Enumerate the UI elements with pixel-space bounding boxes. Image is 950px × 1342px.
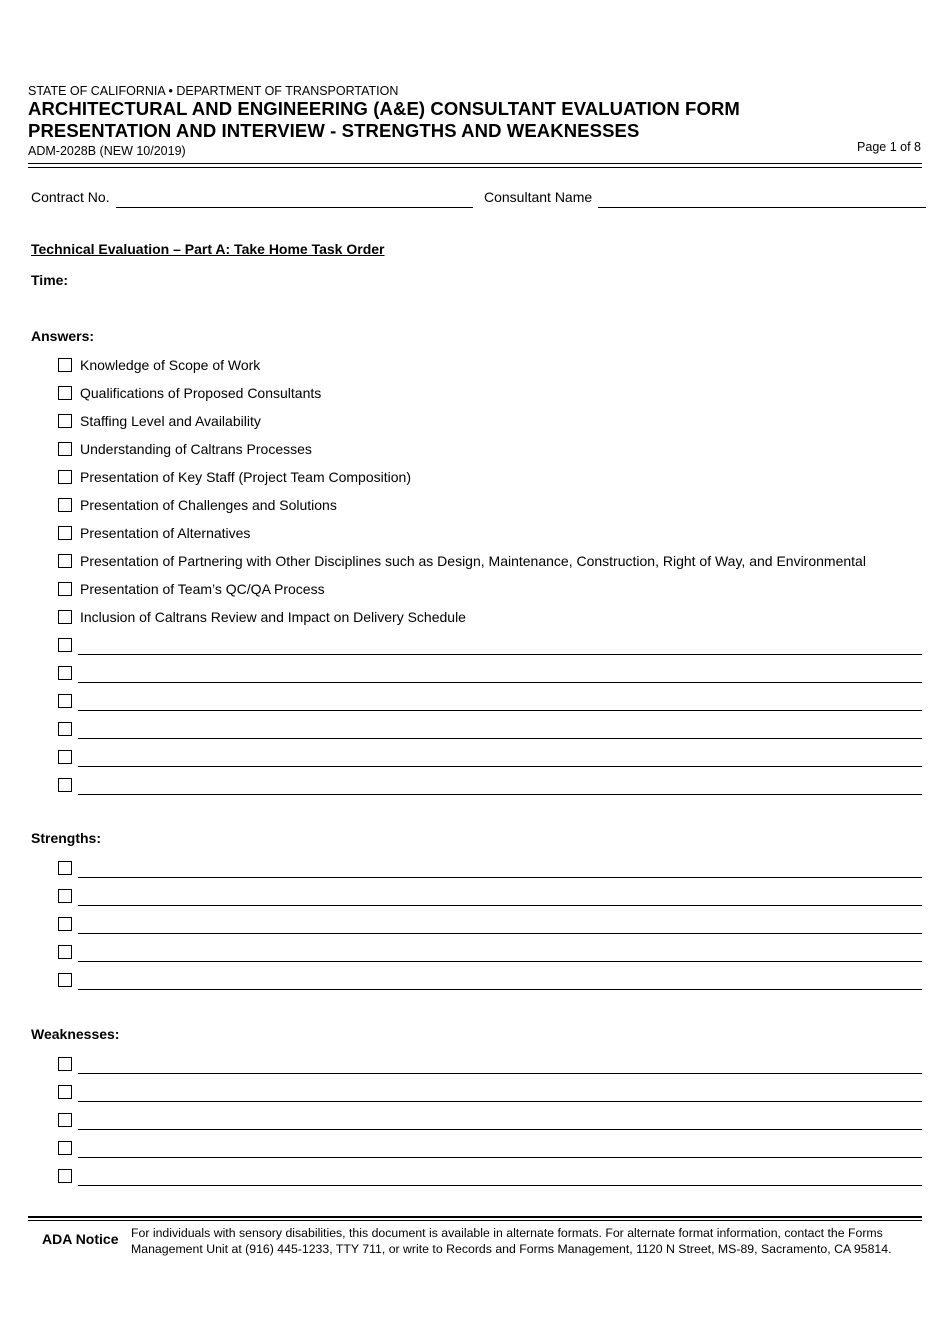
strength-checkbox[interactable] bbox=[58, 861, 72, 875]
answer-checkbox[interactable] bbox=[58, 358, 72, 372]
strength-input[interactable] bbox=[78, 916, 922, 934]
answer-item-label: Presentation of Team’s QC/QA Process bbox=[80, 581, 325, 597]
answer-item-label: Presentation of Key Staff (Project Team Composition) bbox=[80, 469, 411, 485]
form-number: ADM-2028B (NEW 10/2019) bbox=[28, 144, 186, 158]
section-heading: Technical Evaluation – Part A: Take Home Task Order bbox=[31, 241, 385, 257]
strength-checkbox[interactable] bbox=[58, 945, 72, 959]
weakness-item bbox=[58, 1112, 922, 1130]
answer-checkbox[interactable] bbox=[58, 470, 72, 484]
answer-item-label: Presentation of Challenges and Solutions bbox=[80, 497, 337, 513]
answer-item-label: Presentation of Partnering with Other Disciplines such as Design, Maintenance, Construction, Right of Way, and Environmental bbox=[80, 553, 866, 569]
answer-blank-item bbox=[58, 665, 922, 683]
form-title: ARCHITECTURAL AND ENGINEERING (A&E) CONSULTANT EVALUATION FORM bbox=[28, 98, 740, 119]
weakness-checkbox[interactable] bbox=[58, 1085, 72, 1099]
answer-item-label: Qualifications of Proposed Consultants bbox=[80, 385, 322, 401]
weaknesses-label: Weaknesses: bbox=[31, 1026, 120, 1042]
answer-checkbox[interactable] bbox=[58, 610, 72, 624]
answer-checkbox[interactable] bbox=[58, 666, 72, 680]
strength-checkbox[interactable] bbox=[58, 973, 72, 987]
strength-input[interactable] bbox=[78, 860, 922, 878]
strength-item bbox=[58, 944, 922, 962]
answer-blank-input[interactable] bbox=[78, 777, 922, 795]
answer-item-label: Staffing Level and Availability bbox=[80, 413, 261, 429]
weakness-item bbox=[58, 1084, 922, 1102]
page-number: Page 1 of 8 bbox=[857, 140, 921, 154]
weakness-checkbox[interactable] bbox=[58, 1113, 72, 1127]
strength-checkbox[interactable] bbox=[58, 889, 72, 903]
weakness-item bbox=[58, 1140, 922, 1158]
answer-item bbox=[58, 497, 922, 515]
answer-item bbox=[58, 385, 922, 403]
weakness-checkbox[interactable] bbox=[58, 1141, 72, 1155]
answer-item bbox=[58, 441, 922, 459]
weakness-input[interactable] bbox=[78, 1112, 922, 1130]
answer-checkbox[interactable] bbox=[58, 638, 72, 652]
answer-checkbox[interactable] bbox=[58, 722, 72, 736]
strength-item bbox=[58, 860, 922, 878]
answer-item bbox=[58, 469, 922, 487]
consultant-name-input[interactable] bbox=[598, 190, 926, 208]
answer-checkbox[interactable] bbox=[58, 694, 72, 708]
answer-blank-input[interactable] bbox=[78, 637, 922, 655]
answer-checkbox[interactable] bbox=[58, 750, 72, 764]
answer-item-label: Inclusion of Caltrans Review and Impact on Delivery Schedule bbox=[80, 609, 466, 625]
header-rule-bottom bbox=[28, 167, 922, 168]
consultant-name-label: Consultant Name bbox=[484, 189, 593, 205]
answer-checkbox[interactable] bbox=[58, 442, 72, 456]
answer-checkbox[interactable] bbox=[58, 498, 72, 512]
answer-checkbox[interactable] bbox=[58, 778, 72, 792]
time-label: Time: bbox=[31, 272, 69, 288]
answer-blank-item bbox=[58, 749, 922, 767]
contract-no-input[interactable] bbox=[116, 190, 473, 208]
answer-checkbox[interactable] bbox=[58, 554, 72, 568]
answer-item bbox=[58, 553, 922, 571]
strength-input[interactable] bbox=[78, 972, 922, 990]
answer-blank-item bbox=[58, 777, 922, 795]
strength-input[interactable] bbox=[78, 888, 922, 906]
footer-rule-bottom bbox=[28, 1220, 922, 1221]
answer-item-label: Presentation of Alternatives bbox=[80, 525, 251, 541]
weakness-item bbox=[58, 1056, 922, 1074]
answer-blank-input[interactable] bbox=[78, 665, 922, 683]
weakness-item bbox=[58, 1168, 922, 1186]
answer-item bbox=[58, 609, 922, 627]
answer-blank-input[interactable] bbox=[78, 693, 922, 711]
answer-checkbox[interactable] bbox=[58, 386, 72, 400]
weakness-input[interactable] bbox=[78, 1084, 922, 1102]
contract-no-label: Contract No. bbox=[31, 189, 110, 205]
answers-label: Answers: bbox=[31, 328, 95, 344]
answer-item bbox=[58, 525, 922, 543]
strength-checkbox[interactable] bbox=[58, 917, 72, 931]
answer-item bbox=[58, 581, 922, 599]
answer-checkbox[interactable] bbox=[58, 582, 72, 596]
answer-item bbox=[58, 413, 922, 431]
weakness-checkbox[interactable] bbox=[58, 1057, 72, 1071]
ada-notice-label: ADA Notice bbox=[42, 1231, 119, 1247]
strengths-label: Strengths: bbox=[31, 830, 101, 846]
answer-blank-item bbox=[58, 637, 922, 655]
answer-item-label: Knowledge of Scope of Work bbox=[80, 357, 261, 373]
weakness-checkbox[interactable] bbox=[58, 1169, 72, 1183]
answer-blank-input[interactable] bbox=[78, 721, 922, 739]
strength-input[interactable] bbox=[78, 944, 922, 962]
answer-blank-item bbox=[58, 693, 922, 711]
weakness-input[interactable] bbox=[78, 1140, 922, 1158]
weakness-input[interactable] bbox=[78, 1168, 922, 1186]
answer-item bbox=[58, 357, 922, 375]
strength-item bbox=[58, 916, 922, 934]
strength-item bbox=[58, 972, 922, 990]
weakness-input[interactable] bbox=[78, 1056, 922, 1074]
answer-blank-input[interactable] bbox=[78, 749, 922, 767]
footer-rule-top bbox=[28, 1216, 922, 1218]
agency-line: STATE OF CALIFORNIA • DEPARTMENT OF TRANSPORTATION bbox=[28, 84, 399, 98]
form-subtitle: PRESENTATION AND INTERVIEW - STRENGTHS AND WEAKNESSES bbox=[28, 120, 640, 141]
answer-checkbox[interactable] bbox=[58, 414, 72, 428]
answer-blank-item bbox=[58, 721, 922, 739]
answer-checkbox[interactable] bbox=[58, 526, 72, 540]
header-rule-top bbox=[28, 163, 922, 164]
strength-item bbox=[58, 888, 922, 906]
answer-item-label: Understanding of Caltrans Processes bbox=[80, 441, 312, 457]
ada-notice-text: For individuals with sensory disabilities, this document is available in alternate formats. For alternate format information, contact the Forms Management Unit at (916) 445-1233, TTY 711, or write to Records and Forms Management, 1120 N Street, MS-89, Sacramento, CA 95814. bbox=[131, 1226, 892, 1256]
